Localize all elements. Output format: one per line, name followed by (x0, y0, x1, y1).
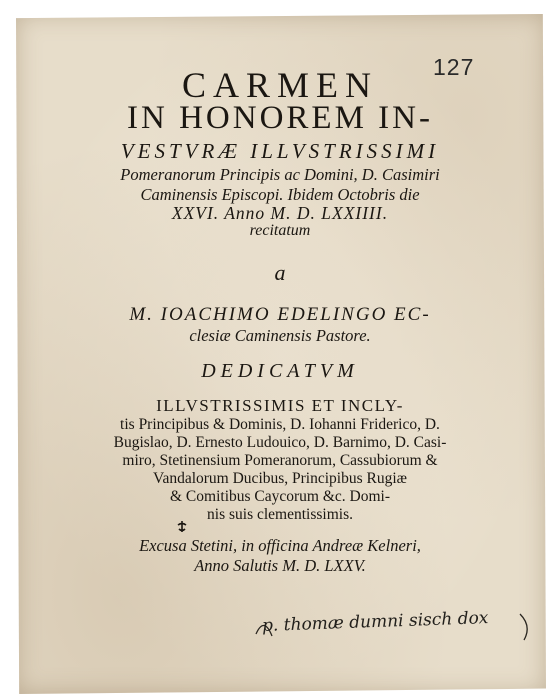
author-prefix: a (274, 260, 286, 285)
imprint-line-1: Excusa Stetini, in officina Andreæ Kelneri, (139, 536, 421, 555)
dedication-line: nis suis clementissimis. (207, 506, 353, 523)
title-line-5: Caminensis Episcopi. Ibidem Octobris die (140, 185, 420, 204)
title-line-2: IN HONOREM IN- (127, 100, 433, 136)
dedication-line: Bugislao, D. Ernesto Ludouico, D. Barnimo, D. Casi- (113, 434, 447, 451)
dedication-line: miro, Stetinensium Pomeranorum, Cassubiorum & (122, 452, 438, 469)
folio-number: 127 (433, 54, 475, 80)
title-line-3: VESTVRÆ ILLVSTRISSIMI (120, 139, 440, 163)
dedication-line: & Comitibus Caycorum &c. Domi- (170, 488, 390, 505)
title-line-4: Pomeranorum Principis ac Domini, D. Casimiri (120, 165, 440, 184)
dedication-line: ILLVSTRISSIMIS ET INCLY- (156, 396, 404, 415)
dedication-line: Vandalorum Ducibus, Principibus Rugiæ (152, 470, 408, 487)
author-office: clesiæ Caminensis Pastore. (189, 326, 371, 345)
handwritten-signature: p. thomæ dumni sisch dox (261, 608, 489, 636)
title-line-7: recitatum (249, 222, 311, 239)
author-name: M. IOACHIMO EDELINGO EC- (129, 304, 431, 325)
title-line-1: CARMEN (181, 65, 379, 105)
printer-flourish-icon (176, 520, 188, 534)
imprint-line-2: Anno Salutis M. D. LXXV. (194, 556, 366, 575)
dedication-line: tis Principibus & Dominis, D. Iohanni Friderico, D. (120, 416, 440, 433)
title-line-6: XXVI. Anno M. D. LXXIIII. (171, 203, 389, 223)
dedication-heading: DEDICATVM (201, 360, 359, 382)
